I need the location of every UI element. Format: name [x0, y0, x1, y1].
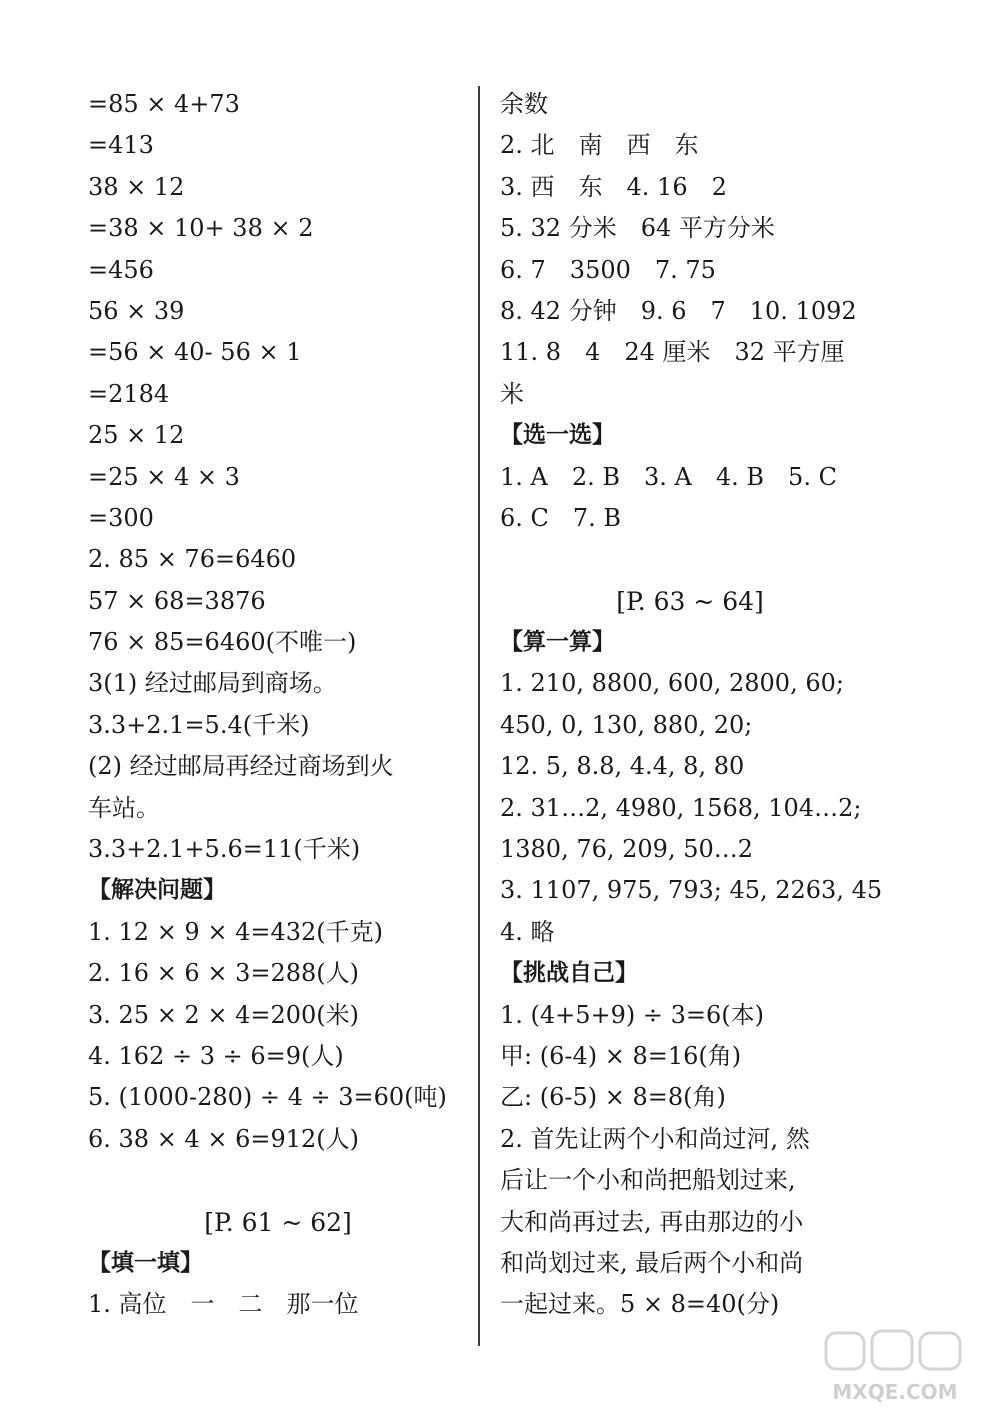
page-reference: [P. 61 ~ 62] — [204, 1207, 352, 1237]
section-heading-choose: 【选一选】 — [500, 422, 615, 449]
answer-line: 车站。 — [88, 793, 160, 822]
watermark-text: MXQE.COM — [832, 1380, 958, 1404]
answer-line: 5. (1000-280) ÷ 4 ÷ 3=60(吨) — [88, 1083, 447, 1112]
answer-line: 3. 西 东 4. 16 2 — [500, 172, 727, 201]
section-heading-solve: 【解决问题】 — [88, 877, 226, 904]
answer-line: 3.3+2.1+5.6=11(千米) — [88, 835, 361, 864]
answer-line: 3(1) 经过邮局到商场。 — [88, 669, 337, 698]
answer-line: 6. 7 3500 7. 75 — [500, 255, 716, 284]
answer-line: 2. 85 × 76=6460 — [88, 545, 297, 574]
answer-line: 5. 32 分米 64 平方分米 — [500, 214, 775, 243]
answer-line: 大和尚再过去, 再由那边的小 — [500, 1207, 804, 1236]
answer-line: 一起过来。5 × 8=40(分) — [500, 1290, 780, 1319]
answer-line: 56 × 39 — [88, 296, 185, 325]
answer-line: =2184 — [88, 379, 170, 408]
section-heading-challenge: 【挑战自己】 — [500, 960, 638, 987]
right-column — [500, 84, 883, 1326]
answer-line: =56 × 40- 56 × 1 — [88, 338, 302, 367]
answer-line: 4. 162 ÷ 3 ÷ 6=9(人) — [88, 1041, 344, 1070]
answer-line: 450, 0, 130, 880, 20; — [500, 710, 753, 739]
answer-line: 3. 1107, 975, 793; 45, 2263, 45 — [500, 876, 883, 905]
answer-line: 11. 8 4 24 厘米 32 平方厘 — [500, 338, 845, 367]
answer-line: 57 × 68=3876 — [88, 586, 266, 615]
page-reference: [P. 63 ~ 64] — [616, 586, 764, 616]
answer-line: =38 × 10+ 38 × 2 — [88, 214, 314, 243]
section-heading-calc: 【算一算】 — [500, 629, 615, 656]
answer-line: 和尚划过来, 最后两个小和尚 — [500, 1248, 804, 1277]
answer-line: 2. 北 南 西 东 — [500, 131, 699, 160]
answer-line: 2. 31…2, 4980, 1568, 104…2; — [500, 793, 862, 822]
answer-line: =413 — [88, 131, 154, 160]
answer-line: 甲: (6-4) × 8=16(角) — [500, 1041, 742, 1070]
answer-line: 3.3+2.1=5.4(千米) — [88, 710, 310, 739]
answer-line: 25 × 12 — [88, 421, 185, 450]
answer-line: 3. 25 × 2 × 4=200(米) — [88, 1000, 359, 1029]
left-column — [88, 84, 468, 1326]
answer-line: 1380, 76, 209, 50…2 — [500, 835, 754, 864]
answer-line: 38 × 12 — [88, 172, 185, 201]
answer-line: 余数 — [500, 90, 548, 118]
answer-line: 后让一个小和尚把船划过来, — [500, 1166, 796, 1195]
answer-line: 6. 38 × 4 × 6=912(人) — [88, 1124, 359, 1153]
answer-line: 2. 16 × 6 × 3=288(人) — [88, 959, 359, 988]
answer-line: 76 × 85=6460(不唯一) — [88, 628, 357, 657]
answer-line: 2. 首先让两个小和尚过河, 然 — [500, 1124, 810, 1153]
answer-line: (2) 经过邮局再经过商场到火 — [88, 752, 394, 781]
answer-line: 4. 略 — [500, 917, 555, 946]
answer-line: 1. 高位 一 二 那一位 — [88, 1290, 359, 1319]
answer-line: 乙: (6-5) × 8=8(角) — [500, 1083, 726, 1112]
answer-line: 1. (4+5+9) ÷ 3=6(本) — [500, 1000, 765, 1029]
column-divider — [478, 86, 480, 1346]
answer-line: 8. 42 分钟 9. 6 7 10. 1092 — [500, 296, 857, 325]
section-heading-fill: 【填一填】 — [88, 1249, 203, 1276]
watermark-logo-icon — [820, 1327, 970, 1407]
answer-line: =25 × 4 × 3 — [88, 462, 240, 491]
answer-line: =456 — [88, 255, 154, 284]
answer-line: 米 — [500, 379, 524, 408]
answer-line: 12. 5, 8.8, 4.4, 8, 80 — [500, 752, 745, 781]
answer-line: =85 × 4+73 — [88, 90, 240, 118]
answer-line: =300 — [88, 503, 154, 532]
answer-line: 1. 210, 8800, 600, 2800, 60; — [500, 669, 844, 698]
answer-line: 1. A 2. B 3. A 4. B 5. C — [500, 462, 837, 491]
answer-line: 6. C 7. B — [500, 503, 622, 532]
answer-line: 1. 12 × 9 × 4=432(千克) — [88, 917, 383, 946]
